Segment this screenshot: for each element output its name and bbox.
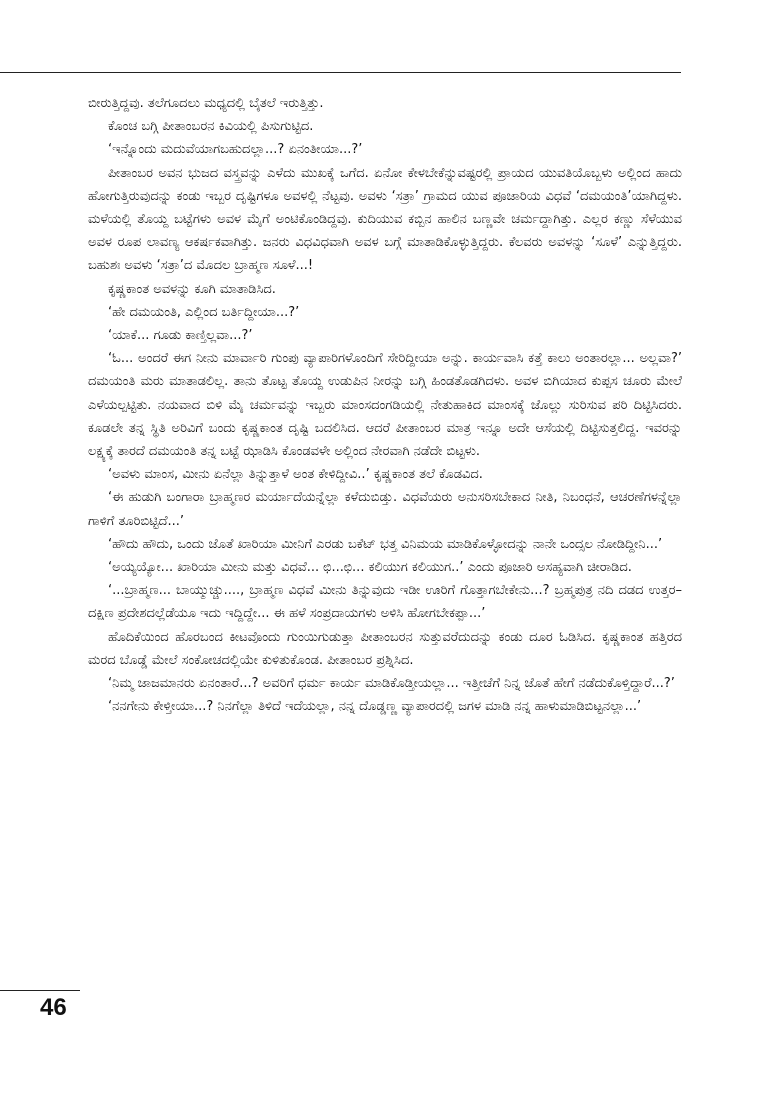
paragraph: ‘ಅಯ್ಯಯ್ಯೋ... ಖಾರಿಯಾ ಮೀನು ಮತ್ತು ವಿಧವೆ... ಛಿ...ಛಿ... ಕಲಿಯುಗ ಕಲಿಯುಗ..’ ಎಂದು ಪೂಜಾರಿ ಅಸಹ್ಯವಾಗಿ ಚೀರಾಡಿದ.: [108, 560, 632, 576]
paragraph: ‘...ಬ್ರಾಹ್ಮಣ... ಬಾಯ್ಮುಚ್ಚು...., ಬ್ರಾಹ್ಮಣ ವಿಧವೆ ಮೀನು ತಿನ್ನುವುದು ಇಡೀ ಊರಿಗೆ ಗೊತ್ತಾಗಬೇಕೇನು...? ಬ್ರಹ್ಮಪುತ್ರ ನದಿ ದಡದ ಉತ್ತರ–ದಕ್ಷಿಣ ಪ್ರದೇಶದಲ್ಲೆಡೆಯೂ ಇದು ಇದ್ದಿದ್ದೇ... ಈ ಹಳೆ ಸಂಪ್ರದಾಯಗಳು ಅಳಿಸಿ ಹೋಗಬೇಕಪ್ಪಾ...’: [88, 583, 682, 622]
paragraph: ‘ಯಾಕೆ... ಗೂಡು ಕಾಣ್ತಿಲ್ಲವಾ...?’: [108, 328, 253, 344]
paragraph: ‘ನನಗೇನು ಕೇಳ್ತೀಯಾ...? ನಿನಗೆಲ್ಲಾ ತಿಳಿದೆ ಇದೆಯಲ್ಲಾ, ನನ್ನ ದೊಡ್ಡಣ್ಣ ವ್ಯಾಪಾರದಲ್ಲಿ ಜಗಳ ಮಾಡಿ ನನ್ನ ಹಾಳುಮಾಡಿಬಿಟ್ಟನಲ್ಲಾ...’: [108, 699, 642, 715]
header-rule: [0, 72, 681, 73]
paragraph: ‘ಅವಳು ಮಾಂಸ, ಮೀನು ಏನೆಲ್ಲಾ ತಿನ್ನುತ್ತಾಳೆ ಅಂತ ಕೇಳಿದ್ದೀವಿ..’ ಕೃಷ್ಣಕಾಂತ ತಲೆ ಕೊಡವಿದ.: [108, 467, 483, 483]
paragraph: ಕೊಂಚ ಬಗ್ಗಿ ಪೀತಾಂಬರನ ಕಿವಿಯಲ್ಲಿ ಪಿಸುಗುಟ್ಟಿದ.: [108, 119, 314, 135]
paragraph: ‘ನಿಮ್ಮ ಜಾಜಮಾನರು ಏನಂತಾರೆ...? ಅವರಿಗೆ ಧರ್ಮ ಕಾರ್ಯ ಮಾಡಿಕೊಡ್ತೀಯಲ್ಲಾ... ಇತ್ತೀಚೆಗೆ ನಿನ್ನ ಜೊತೆ ಹೇಗೆ ನಡೆದುಕೊಳ್ತಿದ್ದಾರೆ...?’: [108, 676, 675, 692]
paragraph: ಪೀತಾಂಬರ ಅವನ ಭುಜದ ವಸ್ತ್ರವನ್ನು ಎಳೆದು ಮುಖಕ್ಕೆ ಒಗೆದ. ಏನೋ ಕೇಳಬೇಕೆನ್ನುವಷ್ಟರಲ್ಲಿ ಪ್ರಾಯದ ಯುವತಿಯೊಬ್ಬಳು ಅಲ್ಲಿಂದ ಹಾದು ಹೋಗುತ್ತಿರುವುದನ್ನು ಕಂಡು ಇಬ್ಬರ ದೃಷ್ಟಿಗಳೂ ಅವಳಲ್ಲಿ ನೆಟ್ಟವು. ಅವಳು ‘ಸತ್ರಾ’ ಗ್ರಾಮದ ಯುವ ಪೂಜಾರಿಯ ವಿಧವೆ ‘ದಮಯಂತಿ’ಯಾಗಿದ್ದಳು. ಮಳೆಯಲ್ಲಿ ತೊಯ್ದ ಬಟ್ಟೆಗಳು ಅವಳ ಮೈಗೆ ಅಂಟಿಕೊಂಡಿದ್ದವು. ಕುದಿಯುವ ಕಬ್ಬಿನ ಹಾಲಿನ ಬಣ್ಣವೇ ಚರ್ಮದ್ದಾಗಿತ್ತು. ಎಲ್ಲರ ಕಣ್ಣು ಸೆಳೆಯುವ ಅವಳ ರೂಪ ಲಾವಣ್ಯ ಆಕರ್ಷಕವಾಗಿತ್ತು. ಜನರು ವಿಧವಿಧವಾಗಿ ಅವಳ ಬಗ್ಗೆ ಮಾತಾಡಿಕೊಳ್ಳುತ್ತಿದ್ದರು. ಕೆಲವರು ಅವಳನ್ನು ‘ಸೂಳೆ’ ಎನ್ನುತ್ತಿದ್ದರು. ಬಹುಶಃ ಅವಳು ‘ಸತ್ರಾ’ದ ಮೊದಲ ಬ್ರಾಹ್ಮಣ ಸೂಳೆ...!: [88, 165, 682, 274]
paragraph: ಕೃಷ್ಣಕಾಂತ ಅವಳನ್ನು ಕೂಗಿ ಮಾತಾಡಿಸಿದ.: [108, 281, 276, 297]
paragraph: ‘ಓ... ಅಂದರೆ ಈಗ ನೀನು ಮಾರ್ವಾರಿ ಗುಂಪು ವ್ಯಾಪಾರಿಗಳೊಂದಿಗೆ ಸೇರಿದ್ದೀಯಾ ಅನ್ನು. ಕಾರ್ಯವಾಸಿ ಕತ್ತೆ ಕಾಲು ಅಂತಾರಲ್ಲಾ... ಅಲ್ಲವಾ?’ ದಮಯಂತಿ ಮರು ಮಾತಾಡಲಿಲ್ಲ. ತಾನು ತೊಟ್ಟ ತೊಯ್ದ ಉಡುಪಿನ ನೀರನ್ನು ಬಗ್ಗಿ ಹಿಂಡತೊಡಗಿದಳು. ಅವಳ ಬಿಗಿಯಾದ ಕುಪ್ಪಸ ಚೂರು ಮೇಲೆ ಎಳೆಯಲ್ಪಟ್ಟಿತು. ನಯವಾದ ಬಿಳಿ ಮೈ ಚರ್ಮವನ್ನು ಇಬ್ಬರು ಮಾಂಸದಂಗಡಿಯಲ್ಲಿ ನೇತುಹಾಕಿದ ಮಾಂಸಕ್ಕೆ ಜೊಲ್ಲು ಸುರಿಸುವ ಪರಿ ದಿಟ್ಟಿಸಿದರು. ಕೂಡಲೇ ತನ್ನ ಸ್ಥಿತಿ ಅರಿವಿಗೆ ಬಂದು ಕೃಷ್ಣಕಾಂತ ದೃಷ್ಟಿ ಬದಲಿಸಿದ. ಆದರೆ ಪೀತಾಂಬರ ಮಾತ್ರ ಇನ್ನೂ ಅದೇ ಆಸೆಯಲ್ಲಿ ದಿಟ್ಟಿಸುತ್ತಲಿದ್ದ. ಇವರನ್ನು ಲಕ್ಷ್ಯಕ್ಕೆ ತಾರದೆ ದಮಯಂತಿ ತನ್ನ ಬಟ್ಟೆ ಝಾಡಿಸಿ ಕೊಂಡವಳೇ ಅಲ್ಲಿಂದ ನೇರವಾಗಿ ನಡೆದೇ ಬಿಟ್ಟಳು.: [88, 351, 682, 460]
page-number: 46: [40, 994, 67, 1021]
footer-rule: [0, 990, 80, 991]
paragraph: ಬೀರುತ್ತಿದ್ದವು. ತಲೆಗೂದಲು ಮಧ್ಯದಲ್ಲಿ ಬೈತಲೆ ಇರುತ್ತಿತ್ತು.: [88, 96, 324, 111]
paragraph: ‘ಈ ಹುಡುಗಿ ಬಂಗಾರಾ ಬ್ರಾಹ್ಮಣರ ಮರ್ಯಾದೆಯನ್ನೆಲ್ಲಾ ಕಳೆದುಬಿಡ್ತು. ವಿಧವೆಯರು ಅನುಸರಿಸಬೇಕಾದ ನೀತಿ, ನಿಬಂಧನೆ, ಆಚರಣೆಗಳನ್ನೆಲ್ಲಾ ಗಾಳಿಗೆ ತೂರಿಬಿಟ್ಟಿದೆ...’: [88, 490, 682, 529]
body-text: [88, 92, 682, 718]
paragraph: ಹೊದಿಕೆಯಿಂದ ಹೊರಬಂದ ಕೀಟವೊಂದು ಗುಂಯಿಗುಡುತ್ತಾ ಪೀತಾಂಬರನ ಸುತ್ತುವರೆದುದನ್ನು ಕಂಡು ದೂರ ಓಡಿಸಿದ. ಕೃಷ್ಣಕಾಂತ ಹತ್ತಿರದ ಮರದ ಬೊಡ್ಡೆ ಮೇಲೆ ಸಂಕೋಚದಲ್ಲಿಯೇ ಕುಳಿತುಕೊಂಡ. ಪೀತಾಂಬರ ಪ್ರಶ್ನಿಸಿದ.: [88, 629, 682, 668]
paragraph: ‘ಹೌದು ಹೌದು, ಒಂದು ಜೊತೆ ಖಾರಿಯಾ ಮೀನಿಗೆ ಎರಡು ಬಕೆಟ್ ಭತ್ತ ವಿನಿಮಯ ಮಾಡಿಕೊಳ್ಳೋದನ್ನು ನಾನೇ ಒಂದ್ಸಲ ನೋಡಿದ್ದೀನಿ...’: [108, 536, 663, 552]
paragraph: ‘ಹೇ ದಮಯಂತಿ, ಎಲ್ಲಿಂದ ಬರ್ತಿದ್ದೀಯಾ...?’: [108, 304, 300, 320]
paragraph: ‘ಇನ್ನೊಂದು ಮದುವೆಯಾಗಬಹುದಲ್ಲಾ...? ಏನಂತೀಯಾ...?’: [108, 142, 363, 158]
